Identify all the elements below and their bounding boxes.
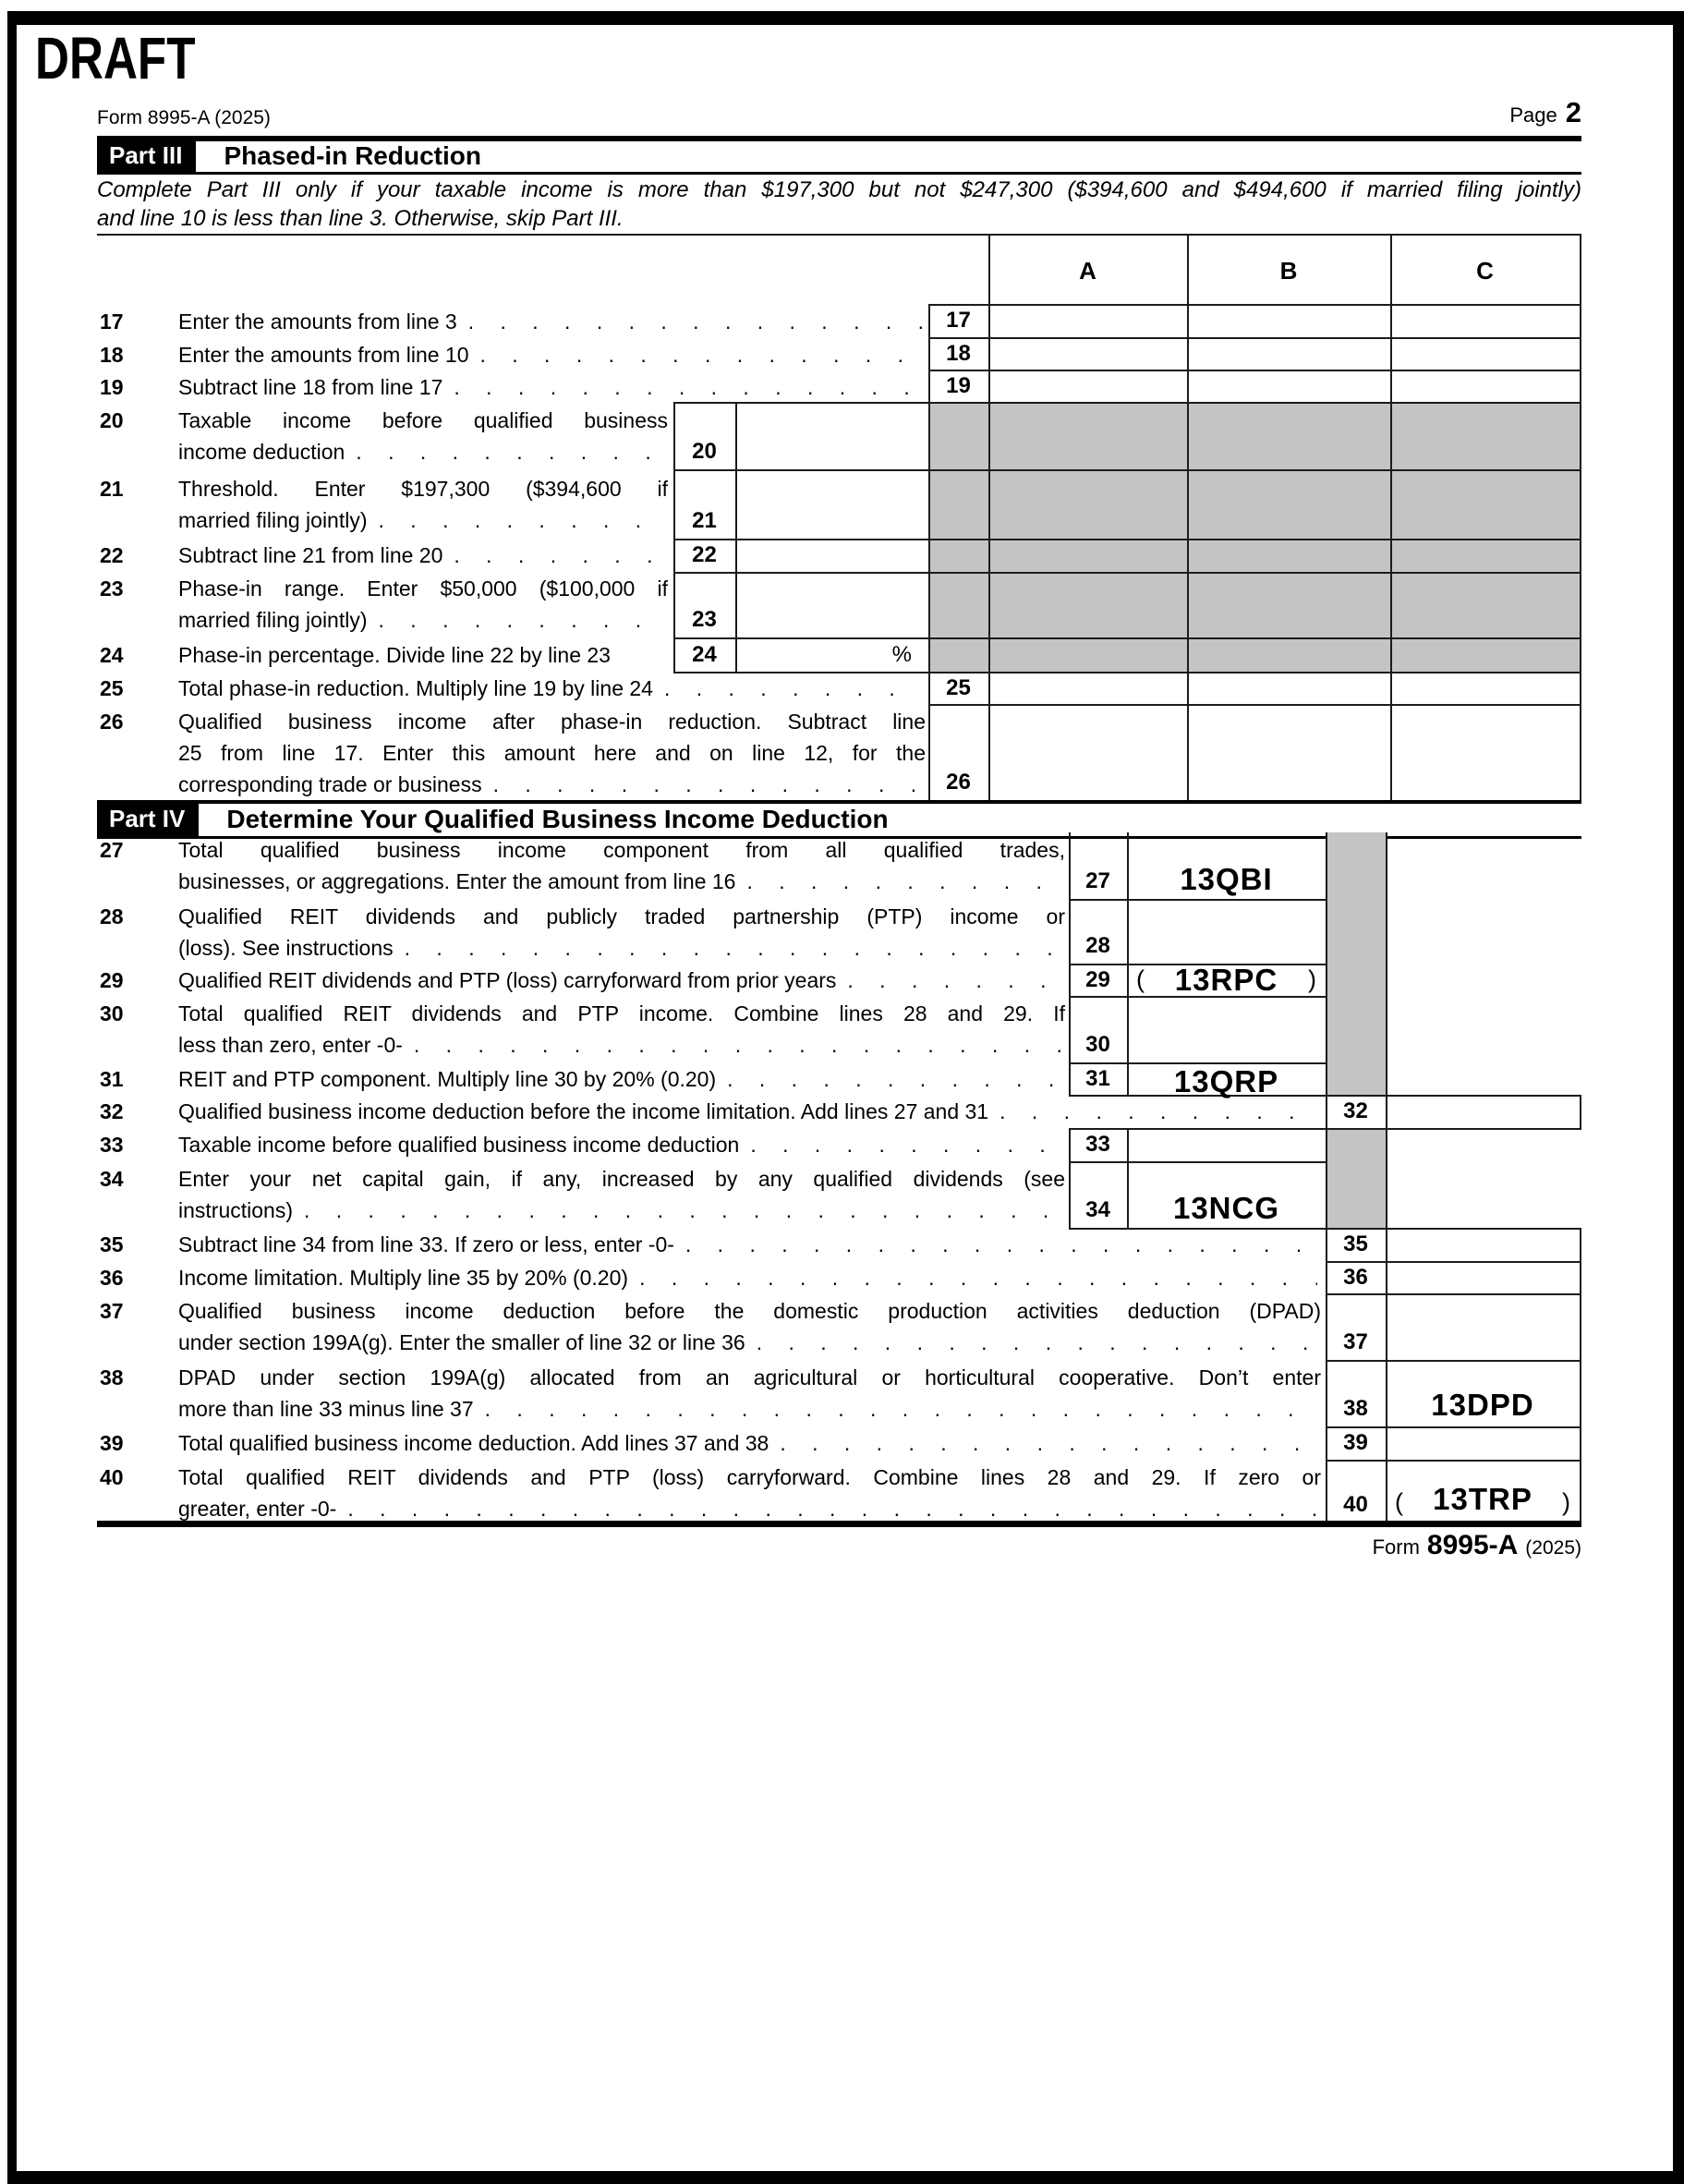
line-29-box-number: 29 bbox=[1085, 966, 1110, 992]
dot-leader bbox=[639, 1262, 1317, 1293]
line-33-desc bbox=[97, 1129, 1065, 1160]
line-33-box-number: 33 bbox=[1085, 1132, 1110, 1157]
line-29-desc bbox=[97, 965, 1065, 996]
footer-form-word: Form bbox=[1372, 1535, 1420, 1559]
line-33-number: 33 bbox=[100, 1133, 124, 1157]
line-24-box-number: 24 bbox=[692, 641, 717, 667]
line-38-desc: 38 DPAD under section 199A(g) allocated from an agricultural or horticultural cooperative. Don’t enter more than line 33 minus line 37 . . . bbox=[97, 1362, 1321, 1425]
part4-label: Part IV bbox=[97, 804, 199, 836]
line-28-desc: 28 Qualified REIT dividends and publicly traded partnership (PTP) income or (loss). See instructions . . . bbox=[97, 901, 1065, 964]
line-40-text: Total qualified REIT dividends and PTP (loss) carryforward. Combine lines 28 and 29. If zero or bbox=[178, 1465, 1321, 1489]
dot-leader bbox=[757, 1327, 1317, 1358]
line-37-box-number: 37 bbox=[1343, 1329, 1368, 1354]
close-paren: ) bbox=[1562, 1488, 1570, 1516]
part3-label: Part III bbox=[97, 141, 196, 172]
shaded-strip-lines-27-31 bbox=[1326, 832, 1386, 1095]
line-23-desc: 23 Phase-in range. Enter $50,000 ($100,000 if married filing jointly) . . . bbox=[97, 573, 668, 636]
line-19-col-a-entry[interactable] bbox=[990, 371, 1185, 400]
line-38-entry[interactable] bbox=[1387, 1362, 1578, 1423]
line-29-number: 29 bbox=[100, 968, 124, 992]
line-34-entry[interactable] bbox=[1129, 1163, 1324, 1226]
line-28-text: Qualified REIT dividends and publicly traded partnership (PTP) income or bbox=[178, 904, 1065, 928]
line-39-desc bbox=[97, 1427, 1321, 1459]
dot-leader bbox=[379, 604, 664, 636]
dot-leader bbox=[468, 306, 922, 337]
dot-leader bbox=[485, 1393, 1317, 1425]
line-32-number: 32 bbox=[100, 1099, 124, 1123]
line-27-entry[interactable] bbox=[1129, 834, 1324, 897]
line-35-text: Subtract line 34 from line 33. If zero or less, enter -0- bbox=[178, 1232, 674, 1256]
line-19-desc bbox=[97, 371, 926, 403]
line-36-number: 36 bbox=[100, 1266, 124, 1290]
page-word: Page bbox=[1509, 103, 1557, 127]
line-17-desc bbox=[97, 306, 926, 337]
line-21-box-number: 21 bbox=[692, 508, 717, 533]
line-19-text: Subtract line 18 from line 17 bbox=[178, 375, 443, 399]
line-40-entry[interactable] bbox=[1387, 1462, 1578, 1519]
line-31-number: 31 bbox=[100, 1067, 124, 1091]
line-25-col-c-entry[interactable] bbox=[1392, 673, 1578, 702]
line-22-text: Subtract line 21 from line 20 bbox=[178, 543, 443, 567]
line-26-col-b-entry[interactable] bbox=[1189, 706, 1388, 798]
part3-instruction bbox=[97, 176, 1581, 233]
draft-code-13trp: 13TRP bbox=[1433, 1482, 1533, 1516]
draft-watermark: DRAFT bbox=[35, 25, 196, 91]
line-27-text: Total qualified business income component from all qualified trades, bbox=[178, 838, 1065, 862]
line-37-text: Qualified business income deduction before the domestic production activities deduction (DPAD) bbox=[178, 1299, 1321, 1323]
shaded-strip-lines-33-34 bbox=[1326, 1128, 1386, 1228]
line-20-number: 20 bbox=[100, 408, 124, 432]
dot-leader bbox=[493, 769, 922, 800]
line-26-col-c-entry[interactable] bbox=[1392, 706, 1578, 798]
line-26-desc: 26 Qualified business income after phase-in reduction. Subtract line 25 from line 17. Enter this amount here and on line 12, for the corresponding trade or business . . . bbox=[97, 706, 926, 800]
dot-leader bbox=[664, 673, 922, 704]
line-37-desc: 37 Qualified business income deduction before the domestic production activities deduction (DPAD) under section 199A(g). Enter the smaller of line 32 or line 36 . . . bbox=[97, 1295, 1321, 1358]
line-39-entry[interactable] bbox=[1387, 1428, 1578, 1458]
line-32-text: Qualified business income deduction before the income limitation. Add lines 27 and 31 bbox=[178, 1099, 989, 1123]
dot-leader bbox=[405, 932, 1061, 964]
instruction-line-1: Complete Part III only if your taxable income is more than $197,300 but not $247,300 ($394,600 and $494,600 if married filing jointly) bbox=[97, 177, 1581, 202]
line-25-col-a-entry[interactable] bbox=[990, 673, 1185, 702]
line-19-col-c-entry[interactable] bbox=[1392, 371, 1578, 400]
line-20-text: Taxable income before qualified business bbox=[178, 408, 668, 432]
dot-leader bbox=[727, 1063, 1061, 1095]
line-17-text: Enter the amounts from line 3 bbox=[178, 309, 457, 334]
line-30-entry[interactable] bbox=[1129, 998, 1324, 1061]
page-indicator bbox=[1293, 96, 1581, 129]
line-29-entry[interactable] bbox=[1129, 962, 1324, 997]
line-25-desc bbox=[97, 673, 926, 704]
line-18-box-number: 18 bbox=[946, 340, 971, 366]
line-31-box-number: 31 bbox=[1085, 1065, 1110, 1091]
grid-line bbox=[1580, 1228, 1581, 1523]
part3-header-bar bbox=[97, 141, 1581, 175]
dot-leader bbox=[685, 1229, 1317, 1260]
line-26-col-a-entry[interactable] bbox=[990, 706, 1185, 798]
line-37-entry[interactable] bbox=[1387, 1295, 1578, 1358]
line-38-box-number: 38 bbox=[1343, 1396, 1368, 1421]
line-25-box-number: 25 bbox=[946, 674, 971, 700]
grid-line bbox=[1580, 1095, 1581, 1128]
line-34-box-number: 34 bbox=[1085, 1197, 1110, 1222]
line-18-col-b-entry[interactable] bbox=[1189, 339, 1388, 368]
line-17-number: 17 bbox=[100, 309, 124, 334]
dot-leader bbox=[379, 504, 664, 536]
dot-leader bbox=[750, 1129, 1061, 1160]
page-number: 2 bbox=[1565, 96, 1581, 128]
line-39-number: 39 bbox=[100, 1431, 124, 1455]
open-paren: ( bbox=[1395, 1488, 1403, 1516]
line-27-desc: 27 Total qualified business income component from all qualified trades, businesses, or aggregations. Enter the amount from line 16 . . . bbox=[97, 834, 1065, 897]
line-18-text: Enter the amounts from line 10 bbox=[178, 343, 469, 367]
line-27-box-number: 27 bbox=[1085, 868, 1110, 893]
line-38-text: DPAD under section 199A(g) allocated from an agricultural or horticultural cooperative. Don’t enter bbox=[178, 1365, 1321, 1389]
line-36-box-number: 36 bbox=[1343, 1264, 1368, 1290]
dot-leader bbox=[414, 1029, 1061, 1061]
line-30-text: Total qualified REIT dividends and PTP income. Combine lines 28 and 29. If bbox=[178, 1001, 1065, 1025]
line-25-number: 25 bbox=[100, 676, 124, 700]
line-30-number: 30 bbox=[100, 1001, 124, 1025]
line-24-number: 24 bbox=[100, 643, 124, 667]
line-31-text: REIT and PTP component. Multiply line 30 by 20% (0.20) bbox=[178, 1067, 717, 1091]
line-31-entry[interactable] bbox=[1129, 1063, 1324, 1098]
footer-form-number: 8995-A bbox=[1426, 1530, 1519, 1560]
line-28-box-number: 28 bbox=[1085, 933, 1110, 958]
line-21-desc: 21 Threshold. Enter $197,300 ($394,600 if married filing jointly) . . . bbox=[97, 473, 668, 536]
line-19-box-number: 19 bbox=[946, 372, 971, 398]
line-40-box-number: 40 bbox=[1343, 1492, 1368, 1517]
instruction-line-2: and line 10 is less than line 3. Otherwise, skip Part III. bbox=[97, 206, 624, 231]
line-33-entry[interactable] bbox=[1129, 1130, 1324, 1159]
dot-leader bbox=[999, 1096, 1317, 1127]
line-31-desc bbox=[97, 1063, 1065, 1095]
line-21-number: 21 bbox=[100, 477, 124, 501]
line-40-number: 40 bbox=[100, 1465, 124, 1489]
open-paren: ( bbox=[1136, 965, 1145, 993]
column-header-a: A bbox=[1079, 257, 1096, 285]
line-32-box-number: 32 bbox=[1343, 1098, 1368, 1123]
line-33-text: Taxable income before qualified business income deduction bbox=[178, 1133, 740, 1157]
line-20-entry[interactable] bbox=[737, 404, 927, 467]
grid-line bbox=[1580, 234, 1581, 800]
percent-sign: % bbox=[891, 641, 912, 667]
dot-leader bbox=[847, 965, 1061, 996]
line-34-text: Enter your net capital gain, if any, increased by any qualified dividends (see bbox=[178, 1167, 1065, 1191]
line-17-col-a-entry[interactable] bbox=[990, 306, 1185, 335]
line-39-text: Total qualified business income deduction. Add lines 37 and 38 bbox=[178, 1431, 769, 1455]
line-23-number: 23 bbox=[100, 576, 124, 601]
line-19-number: 19 bbox=[100, 375, 124, 399]
line-18-number: 18 bbox=[100, 343, 124, 367]
grid-line bbox=[97, 234, 1581, 236]
part3-title: Phased-in Reduction bbox=[224, 140, 481, 170]
line-18-desc bbox=[97, 339, 926, 370]
line-22-box-number: 22 bbox=[692, 542, 717, 567]
draft-code-13ncg: 13NCG bbox=[1172, 1191, 1280, 1225]
line-19-col-b-entry[interactable] bbox=[1189, 371, 1388, 400]
line-29-text: Qualified REIT dividends and PTP (loss) carryforward from prior years bbox=[178, 968, 837, 992]
draft-code-13dpd: 13DPD bbox=[1431, 1388, 1534, 1422]
line-30-desc: 30 Total qualified REIT dividends and PTP income. Combine lines 28 and 29. If less than zero, enter -0- . . . bbox=[97, 998, 1065, 1061]
line-24-entry[interactable] bbox=[737, 637, 927, 672]
line-23-box-number: 23 bbox=[692, 607, 717, 632]
dot-leader bbox=[347, 1493, 1317, 1524]
form-id: Form 8995-A (2025) bbox=[97, 107, 271, 128]
line-18-col-c-entry[interactable] bbox=[1392, 339, 1578, 368]
line-30-box-number: 30 bbox=[1085, 1032, 1110, 1057]
line-40-desc: 40 Total qualified REIT dividends and PTP (loss) carryforward. Combine lines 28 and 29. If zero or greater, enter -0- . . . bbox=[97, 1462, 1321, 1524]
dot-leader bbox=[746, 866, 1061, 897]
line-17-col-b-entry[interactable] bbox=[1189, 306, 1388, 335]
line-34-desc: 34 Enter your net capital gain, if any, increased by any qualified dividends (see instructions) . . . bbox=[97, 1163, 1065, 1226]
line-22-desc bbox=[97, 540, 668, 571]
line-26-box-number: 26 bbox=[946, 770, 971, 795]
dot-leader bbox=[304, 1195, 1061, 1226]
line-28-entry[interactable] bbox=[1129, 901, 1324, 962]
line-35-box-number: 35 bbox=[1343, 1232, 1368, 1256]
dot-leader bbox=[356, 436, 664, 467]
line-23-entry[interactable] bbox=[737, 574, 927, 636]
line-21-entry[interactable] bbox=[737, 471, 927, 537]
line-36-entry[interactable] bbox=[1387, 1263, 1578, 1292]
line-18-col-a-entry[interactable] bbox=[990, 339, 1185, 368]
draft-code-13rpc: 13RPC bbox=[1174, 962, 1278, 997]
line-20-desc: 20 Taxable income before qualified business income deduction . . . bbox=[97, 405, 668, 467]
line-22-entry[interactable] bbox=[737, 540, 927, 570]
footer-form-id bbox=[1016, 1530, 1581, 1561]
dot-leader bbox=[454, 371, 922, 403]
line-28-number: 28 bbox=[100, 904, 124, 928]
line-20-box-number: 20 bbox=[692, 439, 717, 464]
line-17-col-c-entry[interactable] bbox=[1392, 306, 1578, 335]
column-header-b: B bbox=[1279, 257, 1298, 285]
line-24-desc bbox=[97, 639, 668, 671]
shaded-region-lines-20-24 bbox=[928, 402, 1581, 672]
line-35-entry[interactable] bbox=[1387, 1230, 1578, 1259]
line-38-number: 38 bbox=[100, 1365, 124, 1389]
close-paren: ) bbox=[1307, 965, 1316, 993]
line-21-text: Threshold. Enter $197,300 ($394,600 if bbox=[178, 477, 668, 501]
line-24-text: Phase-in percentage. Divide line 22 by line 23 bbox=[178, 643, 611, 667]
line-25-text: Total phase-in reduction. Multiply line 19 by line 24 bbox=[178, 676, 653, 700]
column-header-c: C bbox=[1476, 257, 1494, 285]
line-26-text: Qualified business income after phase-in reduction. Subtract line bbox=[178, 710, 926, 734]
dot-leader bbox=[480, 339, 923, 370]
line-34-number: 34 bbox=[100, 1167, 124, 1191]
part4-title: Determine Your Qualified Business Income Deduction bbox=[226, 804, 889, 833]
line-39-box-number: 39 bbox=[1343, 1430, 1368, 1455]
line-37-number: 37 bbox=[100, 1299, 124, 1323]
line-23-text: Phase-in range. Enter $50,000 ($100,000 if bbox=[178, 576, 668, 601]
line-25-col-b-entry[interactable] bbox=[1189, 673, 1388, 702]
dot-leader bbox=[454, 540, 664, 571]
line-36-text: Income limitation. Multiply line 35 by 20% (0.20) bbox=[178, 1266, 629, 1290]
line-32-desc bbox=[97, 1096, 1321, 1127]
line-27-number: 27 bbox=[100, 838, 124, 862]
dot-leader bbox=[780, 1427, 1317, 1459]
line-22-number: 22 bbox=[100, 543, 124, 567]
line-26-number: 26 bbox=[100, 710, 124, 734]
line-32-entry[interactable] bbox=[1387, 1097, 1578, 1126]
draft-code-13qrp: 13QRP bbox=[1173, 1063, 1279, 1098]
footer-form-year: (2025) bbox=[1525, 1537, 1581, 1559]
line-36-desc bbox=[97, 1262, 1321, 1293]
line-17-box-number: 17 bbox=[946, 308, 971, 333]
line-35-number: 35 bbox=[100, 1232, 124, 1256]
line-35-desc bbox=[97, 1229, 1321, 1260]
draft-code-13qbi: 13QBI bbox=[1180, 862, 1273, 896]
